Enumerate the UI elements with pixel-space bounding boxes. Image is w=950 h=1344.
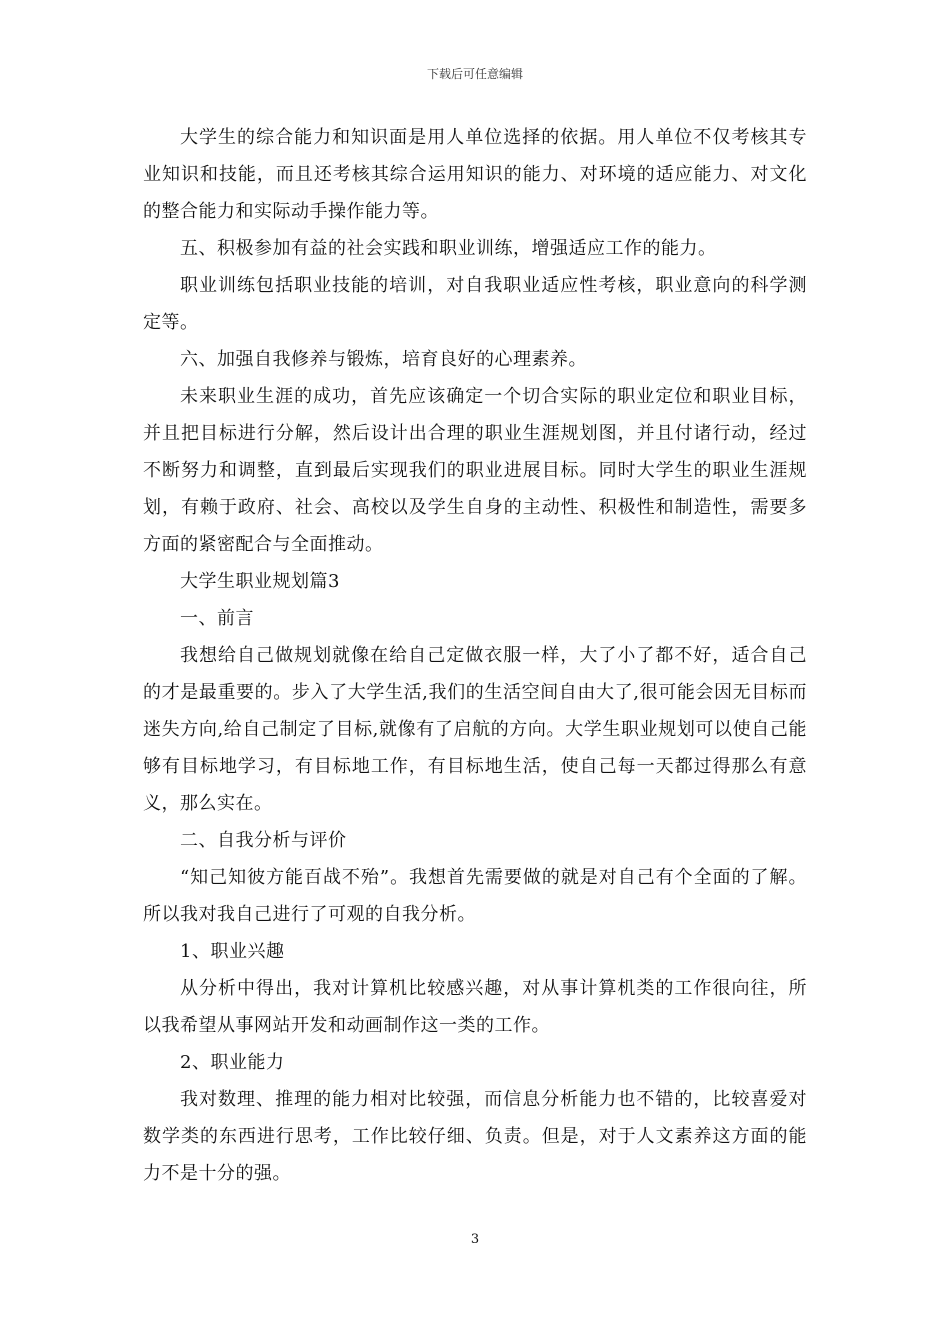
paragraph-self-analysis: “知己知彼方能百战不殆”。我想首先需要做的就是对自己有个全面的了解。所以我对我自己进行了可观的自我分析。 bbox=[143, 867, 807, 925]
paragraph-vocational-training: 职业训练包括职业技能的培训，对自我职业适应性考核，职业意向的科学测定等。 bbox=[143, 275, 807, 333]
page-header: 下载后可任意编辑 bbox=[426, 67, 523, 81]
paragraph-career-success: 未来职业生涯的成功，首先应该确定一个切合实际的职业定位和职业目标，并且把目标进行分解，然后设计出合理的职业生涯规划图，并且付诸行动，经过不断努力和调整，直到最后实现我们的职业进展目标。同时大学生的职业生涯规划，有赖于政府、社会、高校以及学生自身的主动性、积极性和制造性，需要多方面的紧密配合与全面推动。 bbox=[143, 386, 807, 555]
heading-self-cultivation: 六、加强自我修养与锻炼，培育良好的心理素养。 bbox=[180, 349, 587, 370]
paragraph-preface: 我想给自己做规划就像在给自己定做衣服一样，大了小了都不好，适合自己的才是最重要的。步入了大学生活,我们的生活空间自由大了,很可能会因无目标而迷失方向,给自己制定了目标,就像有了启航的方向。大学生职业规划可以使自己能够有目标地学习，有目标地工作，有目标地生活，使自己每一天都过得那么有意义，那么实在。 bbox=[143, 645, 807, 814]
paragraph-ability-basis: 大学生的综合能力和知识面是用人单位选择的依据。用人单位不仅考核其专业知识和技能，而且还考核其综合运用知识的能力、对环境的适应能力、对文化的整合能力和实际动手操作能力等。 bbox=[143, 127, 807, 222]
paragraph-career-ability: 我对数理、推理的能力相对比较强，而信息分析能力也不错的，比较喜爱对数学类的东西进行思考，工作比较仔细、负责。但是，对于人文素养这方面的能力不是十分的强。 bbox=[143, 1089, 807, 1184]
document-body bbox=[143, 119, 807, 1192]
heading-career-ability: 2、职业能力 bbox=[180, 1052, 285, 1073]
paragraph-career-interest: 从分析中得出，我对计算机比较感兴趣，对从事计算机类的工作很向往，所以我希望从事网站开发和动画制作这一类的工作。 bbox=[143, 978, 807, 1036]
section-title: 大学生职业规划篇3 bbox=[180, 571, 340, 592]
heading-career-interest: 1、职业兴趣 bbox=[180, 941, 285, 962]
heading-social-practice: 五、积极参加有益的社会实践和职业训练，增强适应工作的能力。 bbox=[180, 238, 717, 259]
page-number: 3 bbox=[470, 1232, 480, 1247]
heading-self-analysis: 二、自我分析与评价 bbox=[180, 830, 347, 851]
heading-preface: 一、前言 bbox=[180, 608, 254, 629]
